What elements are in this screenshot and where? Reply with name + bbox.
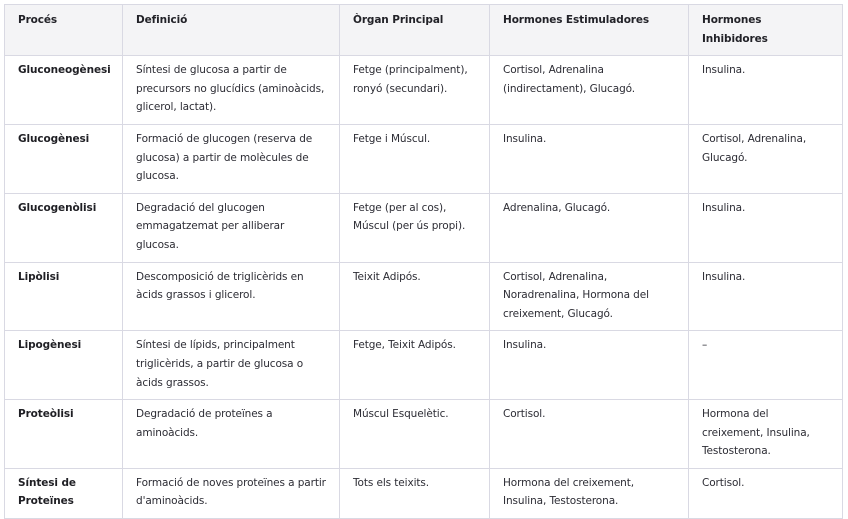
cell-process: Síntesi de Proteïnes (5, 468, 123, 518)
table-row (5, 124, 843, 193)
cell-organ: Fetge (principalment), ronyó (secundari). (340, 56, 490, 125)
header-organ: Òrgan Principal (340, 5, 490, 56)
table-row (5, 56, 843, 125)
cell-definition: Descomposició de triglicèrids en àcids grassos i glicerol. (123, 262, 340, 331)
cell-organ: Múscul Esquelètic. (340, 400, 490, 469)
cell-inhibitors: Insulina. (689, 56, 843, 125)
cell-definition: Formació de glucogen (reserva de glucosa) a partir de molècules de glucosa. (123, 124, 340, 193)
table-row (5, 400, 843, 469)
cell-definition: Degradació del glucogen emmagatzemat per alliberar glucosa. (123, 193, 340, 262)
cell-stimulators: Insulina. (490, 124, 689, 193)
cell-process: Gluconeogènesi (5, 56, 123, 125)
cell-organ: Teixit Adipós. (340, 262, 490, 331)
cell-process: Proteòlisi (5, 400, 123, 469)
table-header-row (5, 5, 843, 56)
cell-inhibitors: Cortisol. (689, 468, 843, 518)
header-process: Procés (5, 5, 123, 56)
cell-stimulators: Insulina. (490, 331, 689, 400)
cell-definition: Síntesi de glucosa a partir de precursors no glucídics (aminoàcids, glicerol, lactat). (123, 56, 340, 125)
header-stimulators: Hormones Estimuladores (490, 5, 689, 56)
cell-inhibitors: – (689, 331, 843, 400)
cell-stimulators: Hormona del creixement, Insulina, Testosterona. (490, 468, 689, 518)
header-inhibitors: Hormones Inhibidores (689, 5, 843, 56)
cell-process: Lipòlisi (5, 262, 123, 331)
cell-stimulators: Cortisol, Adrenalina, Noradrenalina, Hormona del creixement, Glucagó. (490, 262, 689, 331)
cell-process: Glucogènesi (5, 124, 123, 193)
header-definition: Definició (123, 5, 340, 56)
cell-organ: Fetge (per al cos), Múscul (per ús propi). (340, 193, 490, 262)
cell-organ: Fetge i Múscul. (340, 124, 490, 193)
cell-organ: Fetge, Teixit Adipós. (340, 331, 490, 400)
cell-inhibitors: Insulina. (689, 193, 843, 262)
metabolic-processes-table (4, 4, 843, 519)
cell-process: Glucogenòlisi (5, 193, 123, 262)
cell-inhibitors: Cortisol, Adrenalina, Glucagó. (689, 124, 843, 193)
table-row (5, 468, 843, 518)
cell-process: Lipogènesi (5, 331, 123, 400)
cell-stimulators: Cortisol. (490, 400, 689, 469)
cell-inhibitors: Insulina. (689, 262, 843, 331)
cell-stimulators: Adrenalina, Glucagó. (490, 193, 689, 262)
cell-stimulators: Cortisol, Adrenalina (indirectament), Glucagó. (490, 56, 689, 125)
cell-definition: Formació de noves proteïnes a partir d'aminoàcids. (123, 468, 340, 518)
table-row (5, 262, 843, 331)
table-row (5, 193, 843, 262)
table-row (5, 331, 843, 400)
cell-definition: Degradació de proteïnes a aminoàcids. (123, 400, 340, 469)
process-table-container (4, 4, 842, 519)
cell-inhibitors: Hormona del creixement, Insulina, Testosterona. (689, 400, 843, 469)
cell-organ: Tots els teixits. (340, 468, 490, 518)
cell-definition: Síntesi de lípids, principalment triglicèrids, a partir de glucosa o àcids grassos. (123, 331, 340, 400)
